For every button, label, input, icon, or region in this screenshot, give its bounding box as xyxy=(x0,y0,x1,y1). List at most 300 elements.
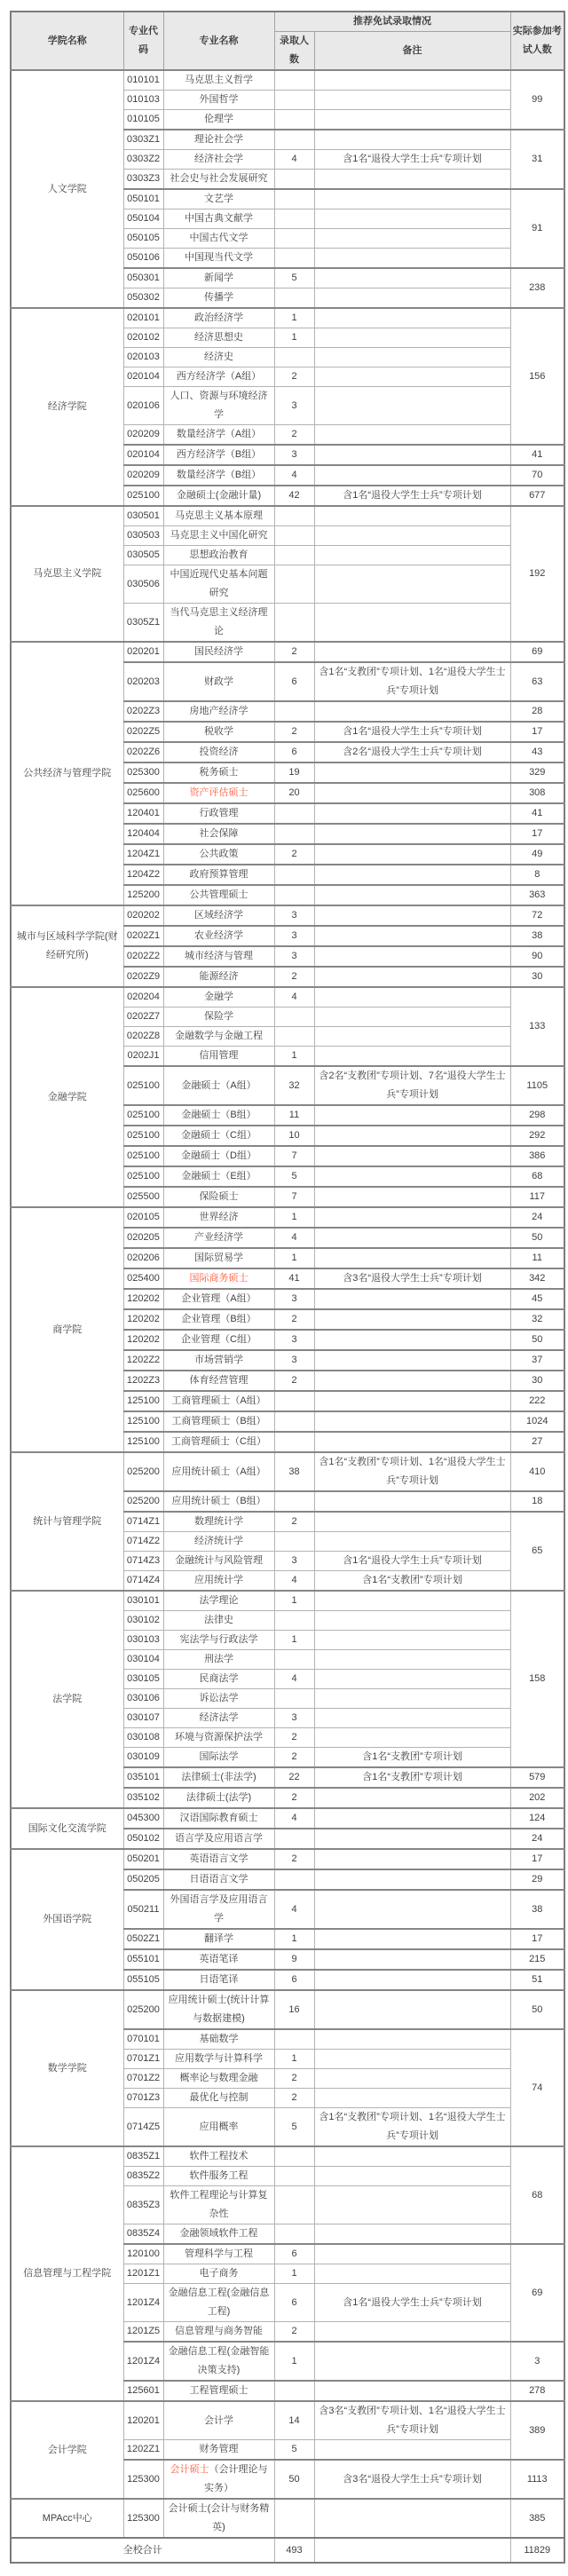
admit-count-cell xyxy=(274,1432,314,1452)
exam-count-cell: 292 xyxy=(510,1126,564,1146)
remark-cell: 含1名“退役大学生士兵”专项计划 xyxy=(314,150,510,170)
admit-count-cell: 1 xyxy=(274,1591,314,1611)
major-name-cell: 马克思主义基本原理 xyxy=(163,506,274,526)
major-name-cell: 农业经济学 xyxy=(163,926,274,946)
major-name-cell: 汉语国际教育硕士 xyxy=(163,1808,274,1829)
major-name-cell: 会计学 xyxy=(163,2401,274,2440)
admit-count-cell xyxy=(274,130,314,150)
admit-count-cell: 42 xyxy=(274,486,314,506)
admit-count-cell xyxy=(274,604,314,643)
total-exam-cell: 11829 xyxy=(510,2538,564,2563)
header-major-name: 专业名称 xyxy=(163,12,274,70)
remark-cell xyxy=(314,1228,510,1248)
remark-cell xyxy=(314,445,510,465)
admit-count-cell: 7 xyxy=(274,1187,314,1207)
major-name-cell: 应用统计硕士（A组） xyxy=(163,1452,274,1491)
exam-count-cell: 11 xyxy=(510,1248,564,1268)
major-name-cell: 会计硕士(会计与财务精英) xyxy=(163,2499,274,2538)
major-code-cell: 035102 xyxy=(123,1788,163,1808)
remark-cell xyxy=(314,110,510,130)
college-cell: 法学院 xyxy=(11,1591,123,1808)
remark-cell xyxy=(314,642,510,662)
admit-count-cell: 32 xyxy=(274,1066,314,1105)
college-cell: 商学院 xyxy=(11,1207,123,1452)
remark-cell xyxy=(314,506,510,526)
major-name-cell: 数理统计学 xyxy=(163,1512,274,1532)
table-row xyxy=(11,2401,564,2440)
major-code-cell: 020103 xyxy=(123,348,163,367)
major-code-cell: 120404 xyxy=(123,824,163,844)
remark-cell xyxy=(314,1788,510,1808)
remark-cell xyxy=(314,387,510,425)
exam-count-cell: 63 xyxy=(510,662,564,701)
major-name-cell: 民商法学 xyxy=(163,1670,274,1689)
admit-count-cell: 3 xyxy=(274,1350,314,1371)
major-name-cell: 诉讼法学 xyxy=(163,1689,274,1709)
remark-cell xyxy=(314,1146,510,1166)
major-name-cell: 公共管理硕士 xyxy=(163,885,274,905)
major-code-cell: 020204 xyxy=(123,987,163,1007)
major-code-cell: 120401 xyxy=(123,803,163,824)
remark-cell xyxy=(314,465,510,486)
total-label-cell: 全校合计 xyxy=(11,2538,274,2563)
remark-cell xyxy=(314,268,510,288)
admit-count-cell xyxy=(274,229,314,249)
remark-cell: 含1名“支教团”专项计划、1名“退役大学生士兵”专项计划 xyxy=(314,1452,510,1491)
major-code-cell: 125300 xyxy=(123,2499,163,2538)
major-code-cell: 025200 xyxy=(123,1491,163,1512)
header-exam-count: 实际参加考试人数 xyxy=(510,12,564,70)
remark-cell xyxy=(314,2381,510,2401)
major-name-cell: 人口、资源与环境经济学 xyxy=(163,387,274,425)
major-code-cell: 025100 xyxy=(123,1166,163,1187)
major-code-cell: 050302 xyxy=(123,288,163,309)
major-code-cell: 0701Z1 xyxy=(123,2050,163,2069)
major-code-cell: 1204Z1 xyxy=(123,844,163,865)
major-name-cell: 经济思想史 xyxy=(163,328,274,348)
remark-cell: 含1名“退役大学生士兵”专项计划 xyxy=(314,722,510,742)
remark-cell xyxy=(314,1350,510,1371)
admit-count-cell: 2 xyxy=(274,722,314,742)
major-code-cell: 020105 xyxy=(123,1207,163,1228)
remark-cell xyxy=(314,1670,510,1689)
remark-cell xyxy=(314,209,510,229)
admit-count-cell: 16 xyxy=(274,1990,314,2029)
exam-count-cell: 3 xyxy=(510,2342,564,2381)
remark-cell xyxy=(314,70,510,91)
remark-cell xyxy=(314,1631,510,1650)
total-remark-cell xyxy=(314,2538,510,2563)
major-name-cell: 企业管理（A组） xyxy=(163,1289,274,1309)
header-row-1 xyxy=(11,12,564,32)
major-name-cell: 资产评估硕士 xyxy=(163,783,274,803)
remark-cell xyxy=(314,2186,510,2224)
header-college: 学院名称 xyxy=(11,12,123,70)
major-code-cell: 010105 xyxy=(123,110,163,130)
major-code-cell: 030107 xyxy=(123,1709,163,1728)
remark-cell: 含1名“支教团”专项计划、1名“退役大学生士兵”专项计划 xyxy=(314,2108,510,2147)
admit-count-cell xyxy=(274,70,314,91)
major-name-cell: 最优化与控制 xyxy=(163,2089,274,2108)
major-name-cell: 法律史 xyxy=(163,1611,274,1631)
major-code-cell: 030106 xyxy=(123,1689,163,1709)
exam-count-cell: 69 xyxy=(510,642,564,662)
major-name-cell: 区域经济学 xyxy=(163,905,274,926)
major-name-cell: 语言学及应用语言学 xyxy=(163,1829,274,1849)
remark-cell xyxy=(314,2499,510,2538)
major-code-cell: 050105 xyxy=(123,229,163,249)
exam-count-cell: 68 xyxy=(510,1166,564,1187)
exam-count-cell: 30 xyxy=(510,967,564,987)
admit-count-cell: 2 xyxy=(274,1788,314,1808)
major-code-cell: 025600 xyxy=(123,783,163,803)
admit-count-cell: 7 xyxy=(274,1146,314,1166)
exam-count-cell: 677 xyxy=(510,486,564,506)
remark-cell xyxy=(314,1371,510,1391)
admit-count-cell: 6 xyxy=(274,742,314,763)
major-code-cell: 1202Z1 xyxy=(123,2440,163,2461)
major-name-cell: 保险学 xyxy=(163,1007,274,1027)
college-cell: 信息管理与工程学院 xyxy=(11,2146,123,2401)
table-body xyxy=(11,70,564,2538)
college-cell: 城市与区域科学学院(财经研究所) xyxy=(11,905,123,987)
admit-count-cell: 2 xyxy=(274,1309,314,1330)
admit-count-cell: 5 xyxy=(274,2440,314,2461)
admit-count-cell xyxy=(274,546,314,565)
remark-cell xyxy=(314,2244,510,2264)
exam-count-cell: 1113 xyxy=(510,2460,564,2499)
college-cell: 公共经济与管理学院 xyxy=(11,642,123,905)
major-code-cell: 1202Z2 xyxy=(123,1350,163,1371)
exam-count-cell: 49 xyxy=(510,844,564,865)
major-name-cell: 工商管理硕士（C组） xyxy=(163,1432,274,1452)
exam-count-cell: 91 xyxy=(510,189,564,268)
major-name-cell: 能源经济 xyxy=(163,967,274,987)
exam-count-cell: 38 xyxy=(510,926,564,946)
major-code-cell: 0202Z7 xyxy=(123,1007,163,1027)
exam-count-cell: 37 xyxy=(510,1350,564,1371)
total-row xyxy=(11,2538,564,2563)
admit-count-cell xyxy=(274,865,314,885)
major-code-cell: 045300 xyxy=(123,1808,163,1829)
major-name-cell: 日语语言文学 xyxy=(163,1869,274,1890)
major-code-cell: 125601 xyxy=(123,2381,163,2401)
remark-cell xyxy=(314,1591,510,1611)
admit-count-cell xyxy=(274,1829,314,1849)
major-name-cell: 法学理论 xyxy=(163,1591,274,1611)
major-code-cell: 025500 xyxy=(123,1187,163,1207)
major-code-cell: 0202Z8 xyxy=(123,1027,163,1047)
remark-cell xyxy=(314,1650,510,1670)
major-code-cell: 0835Z2 xyxy=(123,2167,163,2186)
remark-cell xyxy=(314,249,510,269)
remark-cell xyxy=(314,1027,510,1047)
major-code-cell: 125300 xyxy=(123,2460,163,2499)
remark-cell xyxy=(314,2050,510,2069)
major-code-cell: 0202Z2 xyxy=(123,946,163,967)
admit-count-cell: 3 xyxy=(274,387,314,425)
college-cell: 马克思主义学院 xyxy=(11,506,123,642)
admit-count-cell: 3 xyxy=(274,926,314,946)
remark-cell xyxy=(314,701,510,722)
admit-count-cell: 5 xyxy=(274,1166,314,1187)
major-code-cell: 020104 xyxy=(123,367,163,387)
exam-count-cell: 215 xyxy=(510,1949,564,1970)
table-row xyxy=(11,1808,564,1829)
exam-count-cell: 17 xyxy=(510,1929,564,1949)
admit-count-cell xyxy=(274,189,314,209)
major-code-cell: 010101 xyxy=(123,70,163,91)
major-name-cell: 金融信息工程(金融信息工程) xyxy=(163,2284,274,2322)
admit-count-cell xyxy=(274,2029,314,2050)
table-row xyxy=(11,1452,564,1491)
major-name-cell: 财政学 xyxy=(163,662,274,701)
remark-cell xyxy=(314,1970,510,1990)
admit-count-cell xyxy=(274,885,314,905)
remark-cell: 含2名“支教团”专项计划、7名“退役大学生士兵”专项计划 xyxy=(314,1066,510,1105)
major-name-cell: 应用数学与计算科学 xyxy=(163,2050,274,2069)
exam-count-cell: 38 xyxy=(510,1890,564,1929)
admit-count-cell: 5 xyxy=(274,2108,314,2147)
exam-count-cell: 238 xyxy=(510,268,564,308)
major-code-cell: 1202Z3 xyxy=(123,1371,163,1391)
admit-count-cell: 38 xyxy=(274,1452,314,1491)
exam-count-cell: 45 xyxy=(510,1289,564,1309)
major-code-cell: 030109 xyxy=(123,1748,163,1768)
remark-cell xyxy=(314,1890,510,1929)
exam-count-cell: 70 xyxy=(510,465,564,486)
admit-count-cell: 2 xyxy=(274,2322,314,2343)
admit-count-cell xyxy=(274,1869,314,1890)
exam-count-cell: 72 xyxy=(510,905,564,926)
admit-count-cell: 41 xyxy=(274,1268,314,1289)
remark-cell xyxy=(314,328,510,348)
major-code-cell: 020203 xyxy=(123,662,163,701)
table-row xyxy=(11,1207,564,1228)
remark-cell xyxy=(314,1611,510,1631)
remark-cell: 含1名“支教团”专项计划 xyxy=(314,1748,510,1768)
remark-cell xyxy=(314,1330,510,1350)
remark-cell xyxy=(314,425,510,446)
admit-count-cell xyxy=(274,526,314,546)
remark-cell: 含1名“支教团”专项计划、1名“退役大学生士兵”专项计划 xyxy=(314,662,510,701)
admit-count-cell xyxy=(274,2224,314,2245)
major-code-cell: 0714Z3 xyxy=(123,1552,163,1571)
major-code-cell: 050211 xyxy=(123,1890,163,1929)
exam-count-cell: 192 xyxy=(510,506,564,642)
exam-count-cell: 43 xyxy=(510,742,564,763)
remark-cell: 含2名“退役大学生士兵”专项计划 xyxy=(314,742,510,763)
major-code-cell: 1201Z1 xyxy=(123,2264,163,2284)
major-name-cell: 外国语言学及应用语言学 xyxy=(163,1890,274,1929)
admit-count-cell: 3 xyxy=(274,1289,314,1309)
major-name-cell: 世界经济 xyxy=(163,1207,274,1228)
remark-cell xyxy=(314,1728,510,1748)
major-code-cell: 120202 xyxy=(123,1330,163,1350)
remark-cell xyxy=(314,1990,510,2029)
major-name-cell: 应用概率 xyxy=(163,2108,274,2147)
major-name-cell: 经济法学 xyxy=(163,1709,274,1728)
exam-count-cell: 50 xyxy=(510,1990,564,2029)
exam-count-cell: 124 xyxy=(510,1808,564,1829)
major-name-cell xyxy=(163,2460,274,2499)
major-name-cell: 应用统计硕士（B组） xyxy=(163,1491,274,1512)
major-code-cell: 025100 xyxy=(123,1146,163,1166)
exam-count-cell: 28 xyxy=(510,701,564,722)
remark-cell xyxy=(314,1411,510,1432)
remark-cell xyxy=(314,1689,510,1709)
major-name-cell: 应用统计硕士(统计计算与数据建模) xyxy=(163,1990,274,2029)
major-name-cell: 企业管理（B组） xyxy=(163,1309,274,1330)
college-cell: 数学学院 xyxy=(11,1990,123,2146)
major-code-cell: 025200 xyxy=(123,1990,163,2029)
remark-cell xyxy=(314,1289,510,1309)
remark-cell xyxy=(314,967,510,987)
major-code-cell: 0202J1 xyxy=(123,1047,163,1067)
header-admit-count: 录取人数 xyxy=(274,32,314,71)
major-code-cell: 030103 xyxy=(123,1631,163,1650)
admit-count-cell: 4 xyxy=(274,150,314,170)
exam-count-cell: 156 xyxy=(510,308,564,445)
exam-count-cell: 579 xyxy=(510,1767,564,1788)
major-code-cell: 030101 xyxy=(123,1591,163,1611)
admit-count-cell: 4 xyxy=(274,1571,314,1592)
remark-cell xyxy=(314,905,510,926)
major-name-cell: 信用管理 xyxy=(163,1047,274,1067)
major-name-cell: 金融硕士(金融计量) xyxy=(163,486,274,506)
header-remark: 备注 xyxy=(314,32,510,71)
major-code-cell: 125100 xyxy=(123,1391,163,1411)
major-code-cell: 050205 xyxy=(123,1869,163,1890)
major-code-cell: 050102 xyxy=(123,1829,163,1849)
exam-count-cell: 385 xyxy=(510,2499,564,2538)
exam-count-cell: 17 xyxy=(510,1849,564,1869)
major-code-cell: 025100 xyxy=(123,1126,163,1146)
major-name-cell: 金融硕士（D组） xyxy=(163,1146,274,1166)
remark-cell: 含1名“退役大学生士兵”专项计划 xyxy=(314,486,510,506)
exam-count-cell: 32 xyxy=(510,1309,564,1330)
major-code-cell: 030505 xyxy=(123,546,163,565)
admit-count-cell xyxy=(274,1611,314,1631)
major-code-cell: 0714Z4 xyxy=(123,1571,163,1592)
remark-cell xyxy=(314,367,510,387)
major-name-cell: 社会保障 xyxy=(163,824,274,844)
table-row xyxy=(11,2499,564,2538)
major-code-cell: 020104 xyxy=(123,445,163,465)
major-name-cell: 翻译学 xyxy=(163,1929,274,1949)
major-code-cell: 030503 xyxy=(123,526,163,546)
major-code-cell: 120202 xyxy=(123,1309,163,1330)
table-footer xyxy=(11,2538,564,2563)
major-code-cell: 125200 xyxy=(123,885,163,905)
admit-count-cell: 2 xyxy=(274,2089,314,2108)
admit-count-cell xyxy=(274,2499,314,2538)
major-name-cell: 信息管理与商务智能 xyxy=(163,2322,274,2343)
remark-cell xyxy=(314,2440,510,2461)
admit-count-cell: 50 xyxy=(274,2460,314,2499)
remark-cell xyxy=(314,2069,510,2089)
major-name-cell: 思想政治教育 xyxy=(163,546,274,565)
admit-count-cell: 4 xyxy=(274,1890,314,1929)
table-row xyxy=(11,308,564,328)
admit-count-cell: 1 xyxy=(274,2342,314,2381)
major-code-cell: 1201Z4 xyxy=(123,2284,163,2322)
exam-count-cell: 329 xyxy=(510,763,564,783)
admit-count-cell xyxy=(274,209,314,229)
major-code-cell: 0303Z2 xyxy=(123,150,163,170)
admit-count-cell: 20 xyxy=(274,783,314,803)
remark-cell xyxy=(314,2146,510,2167)
admit-count-cell: 3 xyxy=(274,946,314,967)
major-name-cell: 政府预算管理 xyxy=(163,865,274,885)
remark-cell xyxy=(314,1709,510,1728)
major-name-cell: 马克思主义中国化研究 xyxy=(163,526,274,546)
major-code-cell: 025400 xyxy=(123,1268,163,1289)
major-code-cell: 0303Z3 xyxy=(123,170,163,190)
remark-cell xyxy=(314,763,510,783)
major-name-cell: 国际贸易学 xyxy=(163,1248,274,1268)
major-name-cell: 法律硕士(非法学) xyxy=(163,1767,274,1788)
remark-cell xyxy=(314,170,510,190)
major-name-cell: 中国近现代史基本问题研究 xyxy=(163,565,274,604)
admit-count-cell: 19 xyxy=(274,763,314,783)
exam-count-cell: 68 xyxy=(510,2146,564,2244)
remark-cell: 含3名“退役大学生士兵”专项计划 xyxy=(314,2460,510,2499)
admit-count-cell: 2 xyxy=(274,844,314,865)
remark-cell xyxy=(314,1166,510,1187)
remark-cell xyxy=(314,1532,510,1552)
remark-cell xyxy=(314,565,510,604)
major-code-cell: 0202Z9 xyxy=(123,967,163,987)
major-code-cell: 0835Z1 xyxy=(123,2146,163,2167)
college-cell: MPAcc中心 xyxy=(11,2499,123,2538)
major-code-cell: 020209 xyxy=(123,425,163,446)
major-name-cell: 社会史与社会发展研究 xyxy=(163,170,274,190)
remark-cell: 含1名“退役大学生士兵”专项计划 xyxy=(314,1552,510,1571)
major-name-cell: 国际法学 xyxy=(163,1748,274,1768)
major-name-cell: 公共政策 xyxy=(163,844,274,865)
remark-cell: 含1名“支教团”专项计划 xyxy=(314,1571,510,1592)
major-code-cell: 050104 xyxy=(123,209,163,229)
major-name-cell: 金融学 xyxy=(163,987,274,1007)
admit-count-cell: 4 xyxy=(274,1670,314,1689)
remark-cell xyxy=(314,783,510,803)
exam-count-cell: 17 xyxy=(510,824,564,844)
major-name-cell: 法律硕士(法学) xyxy=(163,1788,274,1808)
admit-count-cell: 4 xyxy=(274,1228,314,1248)
exam-count-cell: 50 xyxy=(510,1228,564,1248)
remark-cell xyxy=(314,1126,510,1146)
major-name-cell: 金融数学与金融工程 xyxy=(163,1027,274,1047)
admit-count-cell xyxy=(274,701,314,722)
admit-count-cell: 1 xyxy=(274,308,314,328)
remark-cell xyxy=(314,2224,510,2245)
exam-count-cell: 410 xyxy=(510,1452,564,1491)
exam-count-cell: 99 xyxy=(510,70,564,130)
admit-count-cell: 1 xyxy=(274,1929,314,1949)
table-row xyxy=(11,1990,564,2029)
major-name-cell: 伦理学 xyxy=(163,110,274,130)
major-name-cell: 外国哲学 xyxy=(163,91,274,110)
major-code-cell: 050106 xyxy=(123,249,163,269)
major-name-cell: 理论社会学 xyxy=(163,130,274,150)
table-row xyxy=(11,2146,564,2167)
admit-count-cell xyxy=(274,288,314,309)
remark-cell xyxy=(314,1432,510,1452)
exam-count-cell: 308 xyxy=(510,783,564,803)
major-code-cell: 0202Z1 xyxy=(123,926,163,946)
major-code-cell: 020202 xyxy=(123,905,163,926)
